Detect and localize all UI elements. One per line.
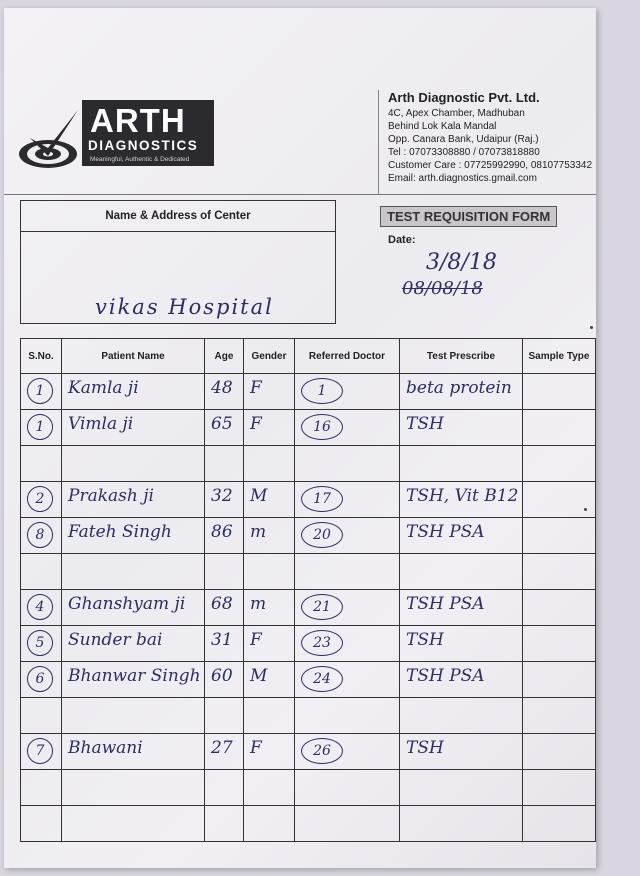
patient-name-cell-content — [62, 518, 204, 553]
referred-doctor-cell-content — [295, 626, 399, 661]
patient-name-value: Fateh Singh — [68, 522, 172, 542]
sample-type-cell-content — [523, 554, 595, 589]
table-row — [21, 734, 596, 770]
test-prescribe-cell — [400, 734, 523, 770]
patient-name-cell-content — [62, 770, 204, 805]
test-prescribe-cell-content — [400, 662, 522, 697]
referred-doctor-cell-content — [295, 734, 399, 769]
sample-type-cell-content — [523, 806, 595, 841]
test-prescribe-cell-content — [400, 806, 522, 841]
test-prescribe-value: TSH PSA — [406, 666, 485, 686]
gender-cell — [244, 482, 295, 518]
patient-name-value: Kamla ji — [68, 378, 139, 398]
age-cell — [205, 662, 244, 698]
patient-name-cell — [62, 662, 205, 698]
test-prescribe-cell-content — [400, 626, 522, 661]
sno-cell — [21, 518, 62, 554]
age-value: 27 — [211, 738, 233, 758]
patient-name-value: Bhawani — [68, 738, 143, 758]
gender-value: F — [250, 630, 262, 650]
gender-cell-content — [244, 482, 294, 517]
test-prescribe-cell — [400, 482, 523, 518]
test-prescribe-value: TSH PSA — [406, 522, 485, 542]
sample-type-cell-content — [523, 698, 595, 733]
company-telephone: Tel : 07073308880 / 07073818880 — [388, 147, 540, 158]
table-row — [21, 446, 596, 482]
patient-name-cell-content — [62, 590, 204, 625]
gender-value: M — [250, 486, 268, 506]
age-value: 65 — [211, 414, 233, 434]
gender-cell-content — [244, 698, 294, 733]
header-test-prescribe: Test Prescribe — [400, 339, 523, 374]
header-gender: Gender — [244, 339, 295, 374]
patient-name-cell — [62, 482, 205, 518]
age-value: 32 — [211, 486, 233, 506]
gender-cell-content — [244, 554, 294, 589]
referred-doctor-cell — [295, 482, 400, 518]
logo-tagline: Meaningful, Authentic & Dedicated — [90, 156, 190, 163]
company-address-line-1: 4C, Apex Chamber, Madhuban — [388, 108, 525, 119]
header-divider — [378, 90, 379, 194]
referred-doctor-value: 21 — [301, 594, 343, 620]
gender-cell — [244, 806, 295, 842]
center-heading: Name & Address of Center — [21, 201, 335, 232]
age-cell-content — [205, 554, 243, 589]
test-prescribe-cell — [400, 410, 523, 446]
patient-name-cell — [62, 770, 205, 806]
referred-doctor-cell — [295, 662, 400, 698]
gender-cell — [244, 590, 295, 626]
test-prescribe-cell-content — [400, 770, 522, 805]
gender-cell — [244, 518, 295, 554]
sno-cell-content — [21, 590, 61, 625]
age-cell — [205, 806, 244, 842]
test-prescribe-cell — [400, 374, 523, 410]
table-row — [21, 806, 596, 842]
sno-cell-content — [21, 518, 61, 553]
company-address-line-2: Behind Lok Kala Mandal — [388, 121, 497, 132]
patient-name-cell — [62, 590, 205, 626]
age-cell — [205, 518, 244, 554]
test-prescribe-value: TSH PSA — [406, 594, 485, 614]
logo-wordmark — [82, 100, 214, 166]
company-address-line-3: Opp. Canara Bank, Udaipur (Raj.) — [388, 134, 539, 145]
age-cell — [205, 482, 244, 518]
header-patient-name: Patient Name — [62, 339, 205, 374]
gender-cell — [244, 734, 295, 770]
paper-speck — [584, 508, 587, 511]
sno-cell — [21, 626, 62, 662]
patient-name-cell — [62, 518, 205, 554]
table-row — [21, 482, 596, 518]
gender-value: M — [250, 666, 268, 686]
center-box — [20, 200, 336, 324]
referred-doctor-value: 23 — [301, 630, 343, 656]
sno-value: 6 — [27, 666, 53, 692]
referred-doctor-cell — [295, 590, 400, 626]
age-value: 86 — [211, 522, 233, 542]
patient-name-cell-content — [62, 662, 204, 697]
test-prescribe-cell-content — [400, 518, 522, 553]
referred-doctor-cell-content — [295, 410, 399, 445]
age-cell — [205, 446, 244, 482]
age-cell — [205, 770, 244, 806]
sample-type-cell — [523, 698, 596, 734]
sno-cell-content — [21, 806, 61, 841]
sno-cell — [21, 806, 62, 842]
table-row — [21, 554, 596, 590]
referred-doctor-cell-content — [295, 374, 399, 409]
referred-doctor-value: 26 — [301, 738, 343, 764]
gender-value: F — [250, 414, 262, 434]
sno-cell-content — [21, 446, 61, 481]
sno-value: 4 — [27, 594, 53, 620]
test-prescribe-cell-content — [400, 554, 522, 589]
age-cell — [205, 626, 244, 662]
table-row — [21, 662, 596, 698]
age-cell — [205, 374, 244, 410]
age-cell-content — [205, 662, 243, 697]
referred-doctor-cell — [295, 626, 400, 662]
gender-cell — [244, 770, 295, 806]
age-cell-content — [205, 410, 243, 445]
table-row — [21, 374, 596, 410]
sample-type-cell — [523, 446, 596, 482]
test-prescribe-cell — [400, 806, 523, 842]
form-title: TEST REQUISITION FORM — [380, 206, 557, 227]
sno-cell — [21, 554, 62, 590]
test-prescribe-cell — [400, 698, 523, 734]
age-cell-content — [205, 482, 243, 517]
patient-name-cell-content — [62, 554, 204, 589]
patient-name-cell — [62, 734, 205, 770]
gender-cell-content — [244, 734, 294, 769]
referred-doctor-cell — [295, 554, 400, 590]
paper-speck — [590, 326, 593, 329]
age-cell-content — [205, 446, 243, 481]
sno-cell — [21, 734, 62, 770]
test-prescribe-value: TSH — [406, 738, 444, 758]
test-prescribe-cell — [400, 626, 523, 662]
sample-type-cell-content — [523, 662, 595, 697]
gender-cell-content — [244, 446, 294, 481]
patient-name-cell — [62, 374, 205, 410]
test-prescribe-value: TSH, Vit B12 — [406, 486, 519, 506]
test-prescribe-value: TSH — [406, 630, 444, 650]
gender-value: F — [250, 738, 262, 758]
gender-cell — [244, 410, 295, 446]
sample-type-cell — [523, 590, 596, 626]
referred-doctor-cell-content — [295, 806, 399, 841]
gender-cell — [244, 698, 295, 734]
test-prescribe-cell — [400, 662, 523, 698]
patient-name-cell — [62, 698, 205, 734]
sno-cell-content — [21, 482, 61, 517]
table-row — [21, 518, 596, 554]
sample-type-cell-content — [523, 410, 595, 445]
sample-type-cell — [523, 734, 596, 770]
sample-type-cell-content — [523, 482, 595, 517]
referred-doctor-cell — [295, 374, 400, 410]
patient-name-cell-content — [62, 734, 204, 769]
patient-name-cell — [62, 446, 205, 482]
age-cell-content — [205, 626, 243, 661]
referred-doctor-cell-content — [295, 518, 399, 553]
referred-doctor-cell-content — [295, 698, 399, 733]
age-cell-content — [205, 698, 243, 733]
age-value: 48 — [211, 378, 233, 398]
sno-value: 5 — [27, 630, 53, 656]
age-cell — [205, 554, 244, 590]
test-prescribe-cell-content — [400, 374, 522, 409]
patient-name-value: Bhanwar Singh — [68, 666, 201, 686]
referred-doctor-cell — [295, 410, 400, 446]
patient-table — [20, 338, 596, 842]
age-cell-content — [205, 518, 243, 553]
company-logo — [18, 100, 218, 180]
patient-name-value: Sunder bai — [68, 630, 163, 650]
referred-doctor-cell-content — [295, 554, 399, 589]
sno-cell — [21, 482, 62, 518]
date-struck-out: 08/08/18 — [402, 278, 483, 299]
test-prescribe-cell-content — [400, 446, 522, 481]
table-row — [21, 770, 596, 806]
sample-type-cell — [523, 662, 596, 698]
table-row — [21, 590, 596, 626]
referred-doctor-cell-content — [295, 662, 399, 697]
header-sample-type: Sample Type — [523, 339, 596, 374]
test-prescribe-cell — [400, 554, 523, 590]
header-sno: S.No. — [21, 339, 62, 374]
company-name: Arth Diagnostic Pvt. Ltd. — [388, 90, 540, 105]
referred-doctor-cell — [295, 446, 400, 482]
sample-type-cell — [523, 626, 596, 662]
referred-doctor-cell — [295, 770, 400, 806]
sno-cell — [21, 374, 62, 410]
header-rule — [4, 194, 596, 195]
gender-value: m — [250, 594, 267, 614]
sno-cell-content — [21, 374, 61, 409]
sno-cell-content — [21, 662, 61, 697]
test-prescribe-value: beta protein — [406, 378, 512, 398]
sno-cell-content — [21, 626, 61, 661]
sno-value: 1 — [27, 378, 53, 404]
gender-cell — [244, 554, 295, 590]
company-customer-care: Customer Care : 07725992990, 08107753342 — [388, 160, 593, 171]
sample-type-cell-content — [523, 374, 595, 409]
gender-value: F — [250, 378, 262, 398]
sample-type-cell-content — [523, 446, 595, 481]
table-header-row — [21, 339, 596, 374]
gender-cell-content — [244, 518, 294, 553]
sample-type-cell-content — [523, 590, 595, 625]
age-cell — [205, 410, 244, 446]
sno-value: 8 — [27, 522, 53, 548]
table-row — [21, 698, 596, 734]
sample-type-cell-content — [523, 734, 595, 769]
sample-type-cell — [523, 770, 596, 806]
patient-name-cell-content — [62, 374, 204, 409]
test-prescribe-value: TSH — [406, 414, 444, 434]
gender-cell-content — [244, 410, 294, 445]
patient-name-value: Ghanshyam ji — [68, 594, 186, 614]
sno-cell-content — [21, 410, 61, 445]
header-referred-doctor: Referred Doctor — [295, 339, 400, 374]
age-value: 68 — [211, 594, 233, 614]
referred-doctor-cell-content — [295, 590, 399, 625]
referred-doctor-value: 17 — [301, 486, 343, 512]
gender-cell-content — [244, 374, 294, 409]
sno-cell — [21, 410, 62, 446]
test-prescribe-cell — [400, 590, 523, 626]
referred-doctor-cell — [295, 806, 400, 842]
referred-doctor-value: 24 — [301, 666, 343, 692]
sample-type-cell — [523, 806, 596, 842]
gender-cell-content — [244, 806, 294, 841]
center-name-handwritten: vikas Hospital — [95, 295, 274, 319]
age-value: 31 — [211, 630, 233, 650]
sample-type-cell-content — [523, 518, 595, 553]
gender-cell-content — [244, 770, 294, 805]
sample-type-cell-content — [523, 770, 595, 805]
requisition-form-paper — [4, 8, 596, 868]
gender-cell — [244, 446, 295, 482]
age-cell-content — [205, 806, 243, 841]
sample-type-cell — [523, 518, 596, 554]
header-age: Age — [205, 339, 244, 374]
table-body — [21, 374, 596, 842]
sample-type-cell-content — [523, 626, 595, 661]
test-prescribe-cell — [400, 518, 523, 554]
test-prescribe-cell — [400, 446, 523, 482]
gender-cell — [244, 374, 295, 410]
sno-value: 2 — [27, 486, 53, 512]
referred-doctor-cell — [295, 518, 400, 554]
referred-doctor-value: 1 — [301, 378, 343, 404]
test-prescribe-cell-content — [400, 482, 522, 517]
sno-value: 1 — [27, 414, 53, 440]
company-email: Email: arth.diagnostics.gmail.com — [388, 173, 537, 184]
patient-name-cell — [62, 626, 205, 662]
patient-name-cell — [62, 806, 205, 842]
referred-doctor-cell — [295, 734, 400, 770]
date-label: Date: — [388, 234, 416, 246]
sno-value: 7 — [27, 738, 53, 764]
logo-sub-text: DIAGNOSTICS — [88, 138, 199, 153]
test-prescribe-cell-content — [400, 590, 522, 625]
referred-doctor-cell-content — [295, 482, 399, 517]
patient-name-value: Prakash ji — [68, 486, 154, 506]
patient-name-cell-content — [62, 446, 204, 481]
age-cell-content — [205, 590, 243, 625]
sno-cell-content — [21, 698, 61, 733]
referred-doctor-value: 16 — [301, 414, 343, 440]
test-prescribe-cell-content — [400, 698, 522, 733]
patient-name-cell-content — [62, 626, 204, 661]
patient-name-cell — [62, 554, 205, 590]
age-cell-content — [205, 770, 243, 805]
date-value: 3/8/18 — [426, 250, 497, 275]
referred-doctor-cell — [295, 698, 400, 734]
gender-value: m — [250, 522, 267, 542]
test-prescribe-cell — [400, 770, 523, 806]
age-cell — [205, 734, 244, 770]
referred-doctor-value: 20 — [301, 522, 343, 548]
age-value: 60 — [211, 666, 233, 686]
patient-name-cell — [62, 410, 205, 446]
age-cell — [205, 590, 244, 626]
referred-doctor-cell-content — [295, 446, 399, 481]
age-cell-content — [205, 374, 243, 409]
sample-type-cell — [523, 374, 596, 410]
gender-cell — [244, 626, 295, 662]
sno-cell-content — [21, 770, 61, 805]
referred-doctor-cell-content — [295, 770, 399, 805]
sno-cell — [21, 770, 62, 806]
patient-name-cell-content — [62, 698, 204, 733]
sno-cell-content — [21, 554, 61, 589]
sno-cell — [21, 698, 62, 734]
gender-cell-content — [244, 662, 294, 697]
sample-type-cell — [523, 482, 596, 518]
sno-cell — [21, 446, 62, 482]
gender-cell — [244, 662, 295, 698]
target-check-icon — [18, 106, 82, 170]
sno-cell — [21, 590, 62, 626]
age-cell-content — [205, 734, 243, 769]
gender-cell-content — [244, 590, 294, 625]
table-row — [21, 410, 596, 446]
table-row — [21, 626, 596, 662]
patient-name-value: Vimla ji — [68, 414, 134, 434]
sno-cell-content — [21, 734, 61, 769]
gender-cell-content — [244, 626, 294, 661]
test-prescribe-cell-content — [400, 410, 522, 445]
age-cell — [205, 698, 244, 734]
patient-name-cell-content — [62, 410, 204, 445]
logo-main-text: ARTH — [90, 102, 186, 139]
patient-name-cell-content — [62, 482, 204, 517]
patient-name-cell-content — [62, 806, 204, 841]
sample-type-cell — [523, 410, 596, 446]
sample-type-cell — [523, 554, 596, 590]
test-prescribe-cell-content — [400, 734, 522, 769]
sno-cell — [21, 662, 62, 698]
